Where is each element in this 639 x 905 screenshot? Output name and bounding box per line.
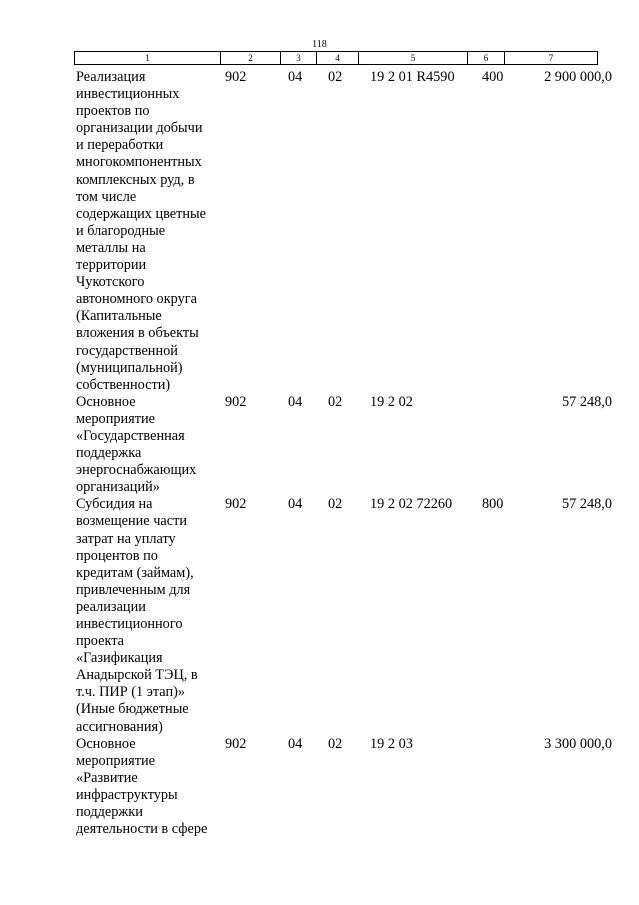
row-amount: 57 248,0 (561, 393, 612, 410)
header-cell: 1 (75, 52, 221, 65)
row-subsection: 02 (328, 393, 343, 410)
row-name: Основное мероприятие «Развитие инфраструктуры поддержки деятельности в сфере (76, 735, 208, 838)
table-row (74, 394, 614, 497)
row-name: Основное мероприятие «Государственная поддержка энергоснабжающих организаций» (76, 393, 197, 496)
header-row (75, 52, 598, 65)
row-expense-type: 800 (482, 496, 504, 513)
row-subsection: 02 (328, 735, 343, 752)
row-subsection: 02 (328, 496, 343, 513)
row-amount: 2 900 000,0 (544, 69, 612, 85)
row-expense-type (479, 394, 519, 497)
table-row (74, 736, 614, 839)
row-name: Реализация инвестиционных проектов по организации добычи и переработки многокомпонентных комплексных руд, в том числе содержащих цветные и благородные металлы на территории Чукотского автономного округа (Капитальные вложения в объекты государственной (муниципальной) собственности) (76, 69, 206, 393)
row-section: 04 (288, 393, 303, 410)
header-cell: 4 (317, 52, 359, 65)
row-section: 04 (288, 69, 303, 85)
row-name: Субсидия на возмещение части затрат на уплату процентов по кредитам (займам), привлеченным для реализации инвестиционного проекта «Газификация Анадырской ТЭЦ, в т.ч. ПИР (1 этап)» (Иные бюджетные ассигнования) (76, 496, 198, 735)
row-amount: 3 300 000,0 (544, 735, 612, 752)
row-grbs: 902 (225, 393, 247, 410)
table-row (74, 69, 614, 394)
row-expense-type: 400 (482, 69, 504, 85)
row-target-article: 19 2 03 (370, 735, 413, 752)
row-target-article: 19 2 02 72260 (370, 496, 453, 513)
header-cell: 6 (468, 52, 505, 65)
header-cell: 7 (505, 52, 598, 65)
row-expense-type (479, 736, 519, 839)
row-target-article: 19 2 02 (370, 393, 413, 410)
row-section: 04 (288, 496, 303, 513)
row-grbs: 902 (225, 69, 247, 85)
row-subsection: 02 (328, 69, 343, 85)
row-grbs: 902 (225, 496, 247, 513)
row-section: 04 (288, 735, 303, 752)
header-cell: 5 (359, 52, 468, 65)
row-amount: 57 248,0 (561, 496, 612, 513)
row-grbs: 902 (225, 735, 247, 752)
row-target-article: 19 2 01 R4590 (370, 69, 455, 85)
table-row (74, 496, 614, 735)
page-number: 118 (312, 39, 327, 50)
header-cell: 3 (281, 52, 317, 65)
budget-table (74, 69, 614, 838)
header-cell: 2 (221, 52, 281, 65)
column-number-header (74, 51, 598, 65)
